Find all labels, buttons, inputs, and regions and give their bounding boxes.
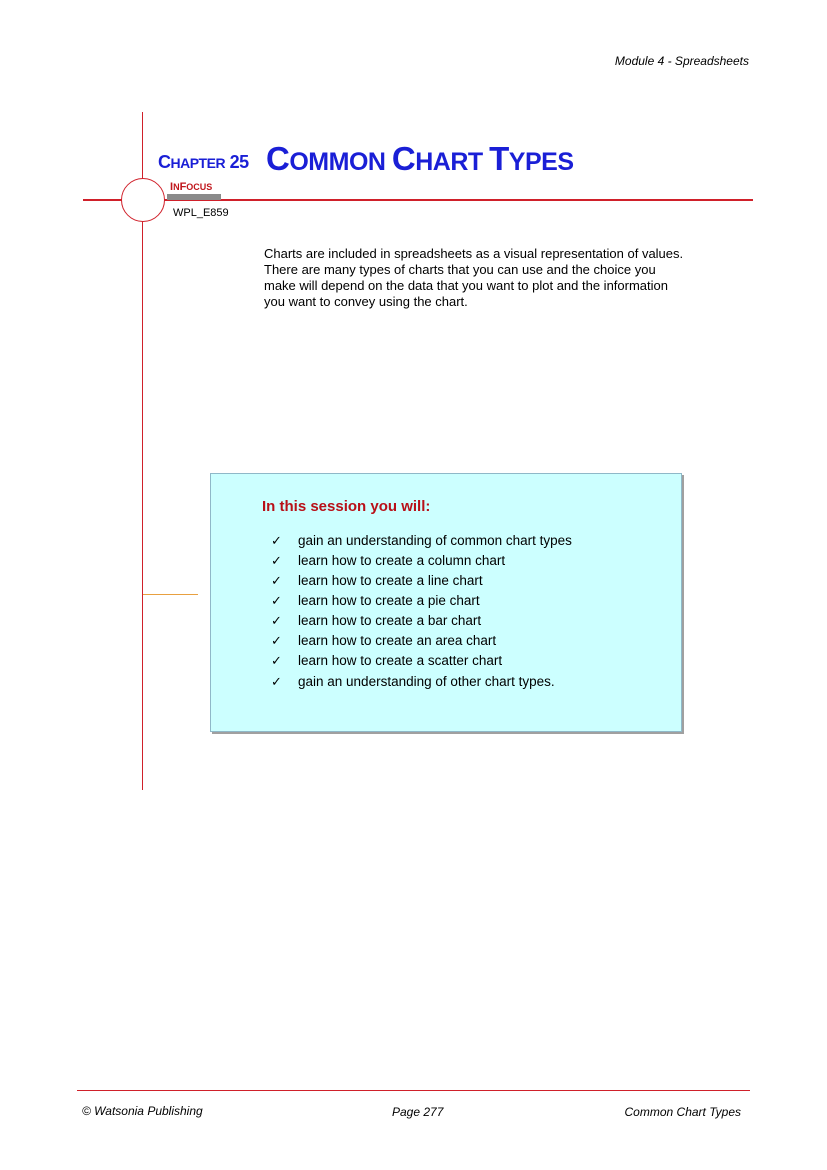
- list-item: ✓ gain an understanding of common chart types: [271, 531, 572, 551]
- footer-chapter-name: Common Chart Types: [624, 1105, 741, 1119]
- list-item: ✓ learn how to create an area chart: [271, 631, 572, 651]
- list-item: ✓ gain an understanding of other chart types.: [271, 672, 572, 692]
- intro-paragraph: Charts are included in spreadsheets as a visual representation of values. There are many types of charts that you can use and the choice you make will depend on the data that you want to plot and the information you want to convey using the chart.: [264, 246, 684, 309]
- session-box: [210, 473, 682, 732]
- check-icon: ✓: [271, 533, 282, 548]
- infocus-grey-bar: [167, 194, 221, 200]
- check-icon: ✓: [271, 653, 282, 668]
- list-item: ✓ learn how to create a bar chart: [271, 611, 572, 631]
- page-title: COMMON CHART TYPES: [266, 140, 574, 177]
- chapter-code: WPL_E859: [173, 207, 229, 219]
- list-item: ✓ learn how to create a pie chart: [271, 591, 572, 611]
- running-head: Module 4 - Spreadsheets: [614, 54, 749, 68]
- session-heading: In this session you will:: [262, 498, 431, 515]
- check-icon: ✓: [271, 593, 282, 608]
- check-icon: ✓: [271, 573, 282, 588]
- chapter-circle-ornament: [121, 178, 165, 222]
- list-item: ✓ learn how to create a column chart: [271, 551, 572, 571]
- session-objectives-list: [271, 531, 572, 692]
- footer-publisher: © Watsonia Publishing: [82, 1104, 203, 1118]
- check-icon: ✓: [271, 633, 282, 648]
- check-icon: ✓: [271, 613, 282, 628]
- infocus-label: INFOCUS: [170, 181, 213, 193]
- list-item: ✓ learn how to create a line chart: [271, 571, 572, 591]
- footer-page-number: Page 277: [392, 1105, 444, 1119]
- footer-rule: [77, 1090, 750, 1091]
- chapter-label: CHAPTER 25: [158, 152, 249, 172]
- check-icon: ✓: [271, 553, 282, 568]
- list-item: ✓ learn how to create a scatter chart: [271, 651, 572, 671]
- margin-orange-tick: [143, 594, 198, 595]
- check-icon: ✓: [271, 674, 282, 689]
